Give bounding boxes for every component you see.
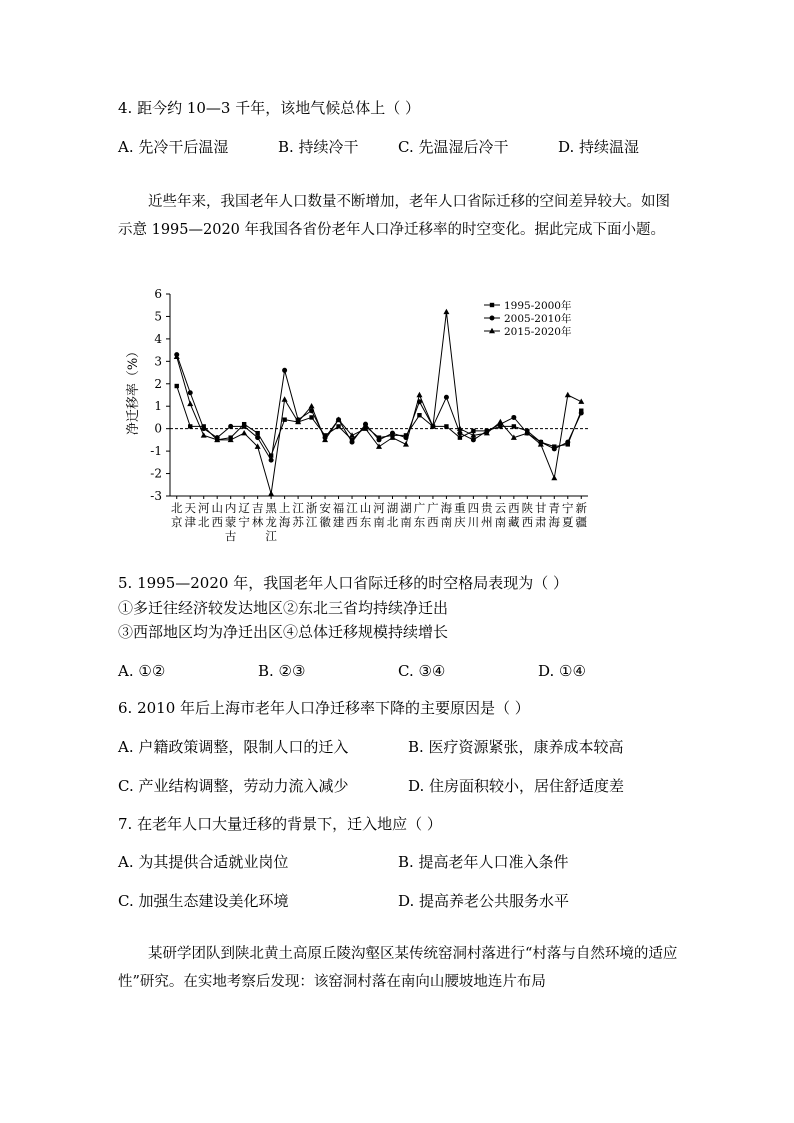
data-point-square (282, 417, 286, 421)
q4-option-d: D. 持续温湿 (558, 138, 640, 156)
x-category-label: 云 (494, 501, 507, 515)
chart-y-axis-label: 净迁移率（%） (126, 344, 141, 436)
x-category-label: 西 (211, 515, 223, 529)
q6-option-c: C. 产业结构调整，劳动力流入减少 (118, 777, 349, 795)
series-line (177, 312, 582, 494)
x-category-label: 广 (427, 501, 439, 515)
x-category-label: 辽 (238, 501, 250, 515)
y-tick-label: 5 (154, 309, 162, 324)
x-category-label: 海 (440, 501, 453, 515)
data-point-circle (242, 424, 247, 429)
data-point-circle (579, 410, 584, 415)
x-category-label: 南 (494, 515, 507, 529)
x-category-label: 藏 (508, 515, 520, 529)
q5-option-d: D. ①④ (538, 662, 586, 680)
migration-rate-chart (0, 0, 794, 560)
data-point-circle (377, 437, 382, 442)
x-category-label: 湖 (400, 501, 412, 515)
x-category-label: 肃 (535, 515, 547, 529)
data-point-triangle (187, 401, 193, 406)
data-point-triangle (268, 491, 274, 496)
x-category-label: 甘 (535, 501, 547, 515)
y-tick-label: -2 (150, 466, 162, 481)
x-category-label: 内 (224, 501, 237, 515)
x-category-label: 州 (481, 515, 493, 529)
x-category-label: 天 (184, 501, 196, 515)
x-category-label: 黑 (265, 501, 277, 515)
x-category-label: 吉 (251, 501, 264, 515)
x-category-label: 川 (467, 515, 480, 529)
x-category-label: 苏 (292, 515, 304, 529)
x-category-label: 陕 (521, 501, 534, 515)
data-point-square (512, 424, 516, 428)
y-tick-label: -3 (150, 489, 162, 503)
x-category-label: 京 (170, 515, 183, 529)
x-category-label: 贵 (481, 501, 493, 515)
data-point-circle (228, 424, 233, 429)
x-category-label: 北 (170, 501, 183, 515)
q7-option-c: C. 加强生态建设美化环境 (118, 892, 289, 910)
x-category-label: 南 (440, 515, 453, 529)
data-point-triangle (443, 309, 449, 314)
x-category-label: 津 (184, 515, 196, 529)
q7-option-b: B. 提高老年人口准入条件 (398, 853, 569, 871)
q4-option-b: B. 持续冷干 (278, 138, 359, 156)
q5-stem: 5. 1995—2020 年，我国老年人口省际迁移的时空格局表现为（ ） (118, 574, 568, 592)
data-point-triangle (282, 396, 288, 401)
q5-option-c: C. ③④ (398, 662, 446, 680)
data-point-square (417, 413, 421, 417)
x-category-label: 浙 (305, 501, 318, 515)
data-point-square (188, 424, 192, 428)
data-point-circle (552, 446, 557, 451)
x-category-label: 西 (427, 515, 439, 529)
q6-option-d: D. 住房面积较小，居住舒适度差 (408, 777, 625, 795)
q5-statements-1: ①多迁往经济较发达地区②东北三省均持续净迁出 (118, 599, 449, 617)
x-category-label: 上 (278, 501, 291, 515)
x-category-label: 山 (359, 501, 372, 515)
chart-legend (484, 299, 572, 338)
x-category-label: 宁 (238, 515, 250, 529)
q7-stem: 7. 在老年人口大量迁移的背景下，迁入地应（ ） (118, 815, 442, 833)
data-point-triangle (309, 403, 315, 408)
x-category-label: 海 (278, 515, 291, 529)
x-category-label: 东 (359, 515, 372, 529)
data-point-circle (490, 316, 495, 321)
q7-option-d: D. 提高养老公共服务水平 (398, 892, 570, 910)
x-category-label: 重 (454, 501, 466, 515)
x-category-label: 古 (224, 529, 237, 543)
data-point-triangle (497, 419, 503, 424)
data-point-square (336, 424, 340, 428)
y-tick-label: 1 (154, 399, 162, 414)
x-category-label: 江 (346, 501, 358, 515)
q7-option-a: A. 为其提供合适就业岗位 (118, 853, 289, 871)
q4-option-c: C. 先温湿后冷干 (398, 138, 509, 156)
x-category-label: 四 (467, 501, 480, 515)
data-point-square (175, 384, 179, 388)
data-point-square (490, 303, 494, 307)
x-category-label: 南 (400, 515, 412, 529)
x-category-label: 湖 (386, 501, 399, 515)
x-category-label: 北 (197, 515, 210, 529)
x-category-label: 东 (413, 515, 426, 529)
x-category-label: 宁 (562, 501, 574, 515)
legend-label: 1995-2000年 (504, 300, 572, 312)
x-category-label: 河 (373, 501, 385, 515)
y-tick-label: 0 (154, 421, 162, 436)
x-category-label: 江 (265, 529, 277, 543)
q6-option-a: A. 户籍政策调整，限制人口的迁入 (118, 738, 349, 756)
data-point-triangle (201, 432, 207, 437)
x-category-label: 安 (319, 501, 331, 515)
y-tick-label: -1 (150, 444, 162, 459)
y-tick-label: 6 (154, 287, 162, 301)
q5-option-a: A. ①② (118, 662, 166, 680)
x-category-label: 建 (332, 515, 345, 529)
x-category-label: 江 (305, 515, 318, 529)
x-category-label: 河 (197, 501, 210, 515)
data-point-triangle (241, 430, 247, 435)
legend-label: 2015-2020年 (504, 326, 572, 338)
chart-y-ticks (150, 287, 170, 503)
x-category-label: 北 (386, 515, 399, 529)
q5-statements-2: ③西部地区均为净迁出区④总体迁移规模持续增长 (118, 623, 449, 641)
y-tick-label: 3 (154, 354, 162, 369)
x-category-label: 青 (548, 501, 561, 515)
x-category-label: 蒙 (224, 515, 237, 529)
legend-label: 2005-2010年 (504, 313, 572, 325)
data-point-square (309, 415, 313, 419)
x-category-label: 徽 (319, 515, 331, 529)
x-category-label: 新 (575, 501, 588, 515)
data-point-circle (511, 415, 516, 420)
data-point-circle (471, 437, 476, 442)
q6-option-b: B. 医疗资源紧张，康养成本较高 (408, 738, 624, 756)
data-point-circle (255, 435, 260, 440)
x-category-label: 庆 (454, 515, 466, 529)
intro-paragraph-2: 某研学团队到陕北黄土高原丘陵沟壑区某传统窑洞村落进行“村落与自然环境的适应性”研究。在实地考察后发现：该窑洞村落在南向山腰坡地连片布局 (118, 946, 678, 990)
data-point-square (255, 431, 259, 435)
x-category-label: 西 (346, 515, 358, 529)
x-category-label: 西 (508, 501, 520, 515)
data-point-circle (457, 431, 462, 436)
q6-stem: 6. 2010 年后上海市老年人口净迁移率下降的主要原因是（ ） (118, 699, 530, 717)
q4-option-a: A. 先冷干后温湿 (118, 138, 229, 156)
y-tick-label: 4 (154, 331, 162, 346)
x-category-label: 山 (211, 501, 223, 515)
data-point-circle (444, 395, 449, 400)
data-point-square (444, 424, 448, 428)
data-point-circle (565, 440, 570, 445)
x-category-label: 广 (413, 501, 426, 515)
data-point-triangle (551, 475, 557, 480)
x-category-label: 福 (332, 501, 345, 515)
x-category-label: 夏 (562, 515, 574, 529)
data-point-circle (188, 390, 193, 395)
x-category-label: 江 (292, 501, 304, 515)
x-category-label: 林 (251, 515, 264, 529)
data-point-triangle (416, 392, 422, 397)
y-tick-label: 2 (154, 376, 162, 391)
q5-option-b: B. ②③ (258, 662, 306, 680)
x-category-label: 西 (521, 515, 534, 529)
x-category-label: 海 (548, 515, 561, 529)
data-point-triangle (565, 392, 571, 397)
chart-x-categories (171, 496, 588, 543)
data-point-circle (282, 368, 287, 373)
data-point-square (458, 435, 462, 439)
x-category-label: 龙 (265, 515, 277, 529)
data-point-circle (269, 458, 274, 463)
data-point-circle (350, 440, 355, 445)
q4-stem: 4. 距今约 10—3 千年，该地气候总体上（ ） (118, 99, 421, 117)
x-category-label: 疆 (575, 515, 588, 529)
intro-paragraph-1: 近些年来，我国老年人口数量不断增加，老年人口省际迁移的空间差异较大。如图示意 1995—2020 年我国各省份老年人口净迁移率的时空变化。据此完成下面小题。 (118, 194, 670, 238)
x-category-label: 南 (373, 515, 385, 529)
